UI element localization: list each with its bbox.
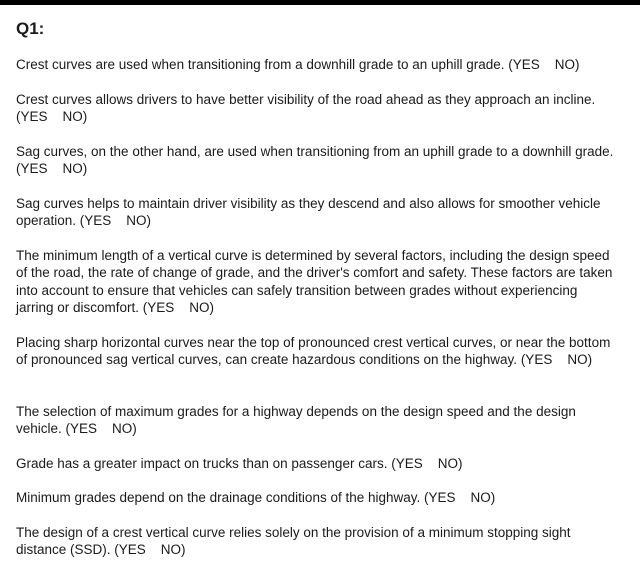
question-item — [16, 403, 616, 438]
question-text: Grade has a greater impact on trucks than on passenger cars. — [16, 455, 392, 471]
question-text: Sag curves, on the other hand, are used when transitioning from an uphill grade to a downhill grade. — [16, 143, 614, 159]
question-item — [16, 334, 616, 369]
top-border — [0, 0, 640, 5]
answer-options: (YES NO) — [16, 161, 88, 176]
question-text: Sag curves helps to maintain driver visibility as they descend and also allows for smoother vehicle operation. — [16, 195, 601, 228]
answer-options: (YES NO) — [79, 213, 152, 228]
question-item — [16, 91, 616, 126]
question-item — [16, 247, 616, 317]
question-item — [16, 143, 616, 178]
answer-options: (YES NO) — [16, 109, 88, 124]
question-text: The minimum length of a vertical curve is determined by several factors, including the design speed of the road, the rate of change of grade, and the driver's comfort and safety. These factors are taken into account to ensure that vehicles can safely transition between grades without experiencing jarring or discomfort. — [16, 247, 613, 315]
question-text: Minimum grades depend on the drainage conditions of the highway. — [16, 490, 425, 505]
answer-options: (YES NO) — [508, 57, 580, 72]
answer-options: (YES NO) — [424, 490, 496, 505]
question-text: Crest curves allows drivers to have better visibility of the road ahead as they approach an incline. — [16, 91, 596, 107]
document — [16, 19, 616, 576]
question-text: The design of a crest vertical curve relies solely on the provision of a minimum stopping sight distance (SSD). — [16, 524, 571, 557]
answer-options: (YES NO) — [65, 421, 137, 436]
answer-options: (YES NO) — [114, 542, 186, 557]
question-item — [16, 195, 616, 230]
answer-options: (YES NO) — [391, 455, 463, 471]
question-text: The selection of maximum grades for a highway depends on the design speed and the design vehicle. — [16, 403, 576, 436]
question-item — [16, 56, 616, 74]
question-text: Placing sharp horizontal curves near the top of pronounced crest vertical curves, or near the bottom of pronounced sag vertical curves, can create hazardous conditions on the highway. — [16, 334, 611, 367]
answer-options: (YES NO) — [142, 300, 215, 315]
answer-options: (YES NO) — [520, 352, 593, 367]
question-item — [16, 455, 616, 473]
question-item — [16, 489, 616, 507]
question-text: Crest curves are used when transitioning from a downhill grade to an uphill grade. — [16, 57, 509, 72]
question-item — [16, 524, 616, 559]
question-title: Q1: — [16, 19, 45, 38]
